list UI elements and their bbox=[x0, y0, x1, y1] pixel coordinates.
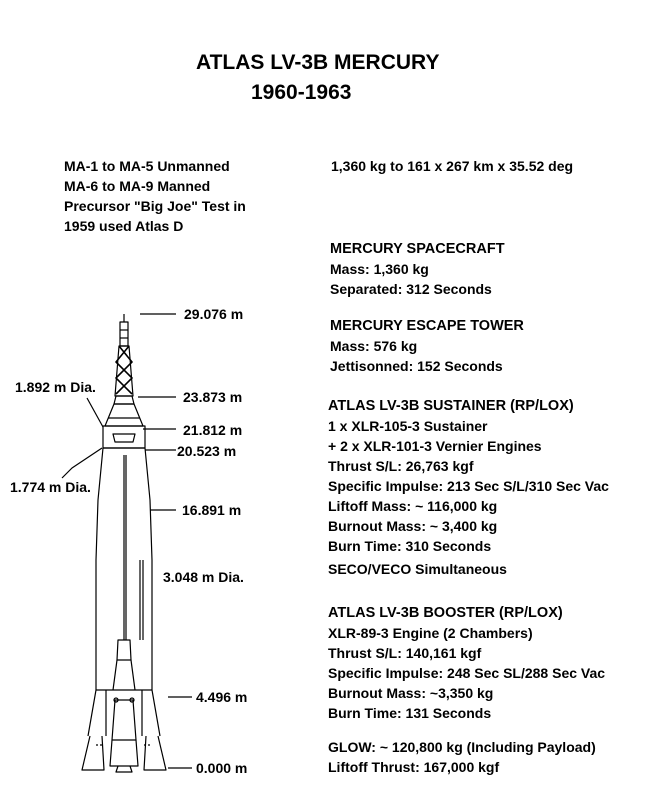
height-label-4496: 4.496 m bbox=[196, 689, 248, 705]
title-line-2: 1960-1963 bbox=[251, 81, 352, 104]
spec-line: SECO/VECO Simultaneous bbox=[328, 561, 507, 577]
spec-line: Burn Time: 131 Seconds bbox=[328, 705, 492, 721]
spec-line: XLR-89-3 Engine (2 Chambers) bbox=[328, 625, 533, 641]
title-line-1: ATLAS LV-3B MERCURY bbox=[196, 51, 440, 74]
spec-line: Burnout Mass: ~3,350 kg bbox=[328, 685, 494, 701]
height-label-23873: 23.873 m bbox=[183, 389, 243, 405]
spacecraft-heading: MERCURY SPACECRAFT bbox=[330, 241, 505, 257]
note-line: MA-6 to MA-9 Manned bbox=[64, 178, 211, 194]
height-label-16891: 16.891 m bbox=[182, 502, 242, 518]
diameter-label-1774: 1.774 m Dia. bbox=[10, 479, 91, 495]
booster-heading: ATLAS LV-3B BOOSTER (RP/LOX) bbox=[328, 605, 563, 621]
tower-rod bbox=[120, 322, 128, 346]
mercury-capsule bbox=[105, 396, 143, 426]
atlas-booster-section bbox=[82, 690, 166, 772]
spec-line: Liftoff Mass: ~ 116,000 kg bbox=[328, 498, 498, 514]
diameter-label-1892: 1.892 m Dia. bbox=[15, 379, 96, 395]
note-line: Precursor "Big Joe" Test in bbox=[64, 198, 246, 214]
spec-line: Burnout Mass: ~ 3,400 kg bbox=[328, 518, 498, 534]
spec-line: + 2 x XLR-101-3 Vernier Engines bbox=[328, 438, 542, 454]
glow-line: GLOW: ~ 120,800 kg (Including Payload) bbox=[328, 739, 596, 755]
spec-line: Thrust S/L: 140,161 kgf bbox=[328, 645, 482, 661]
note-line: 1959 used Atlas D bbox=[64, 218, 184, 234]
leader-1774-dia bbox=[62, 448, 102, 478]
height-label-21812: 21.812 m bbox=[183, 422, 243, 438]
spec-line: Jettisonned: 152 Seconds bbox=[330, 358, 503, 374]
spec-line: Specific Impulse: 213 Sec S/L/310 Sec Vac bbox=[328, 478, 609, 494]
spacecraft-adapter bbox=[103, 426, 145, 448]
height-label-20523: 20.523 m bbox=[177, 443, 237, 459]
spec-line: Separated: 312 Seconds bbox=[330, 281, 492, 297]
escape-tower-lattice bbox=[115, 346, 133, 396]
spec-line: Thrust S/L: 26,763 kgf bbox=[328, 458, 474, 474]
liftoff-thrust-line: Liftoff Thrust: 167,000 kgf bbox=[328, 759, 500, 775]
spec-line: Mass: 576 kg bbox=[330, 338, 418, 354]
diameter-label-3048: 3.048 m Dia. bbox=[163, 569, 244, 585]
spec-line: 1 x XLR-105-3 Sustainer bbox=[328, 418, 488, 434]
atlas-sustainer-tank bbox=[96, 448, 152, 690]
spec-line: Mass: 1,360 kg bbox=[330, 261, 429, 277]
spec-line: Specific Impulse: 248 Sec SL/288 Sec Vac bbox=[328, 665, 606, 681]
note-line: MA-1 to MA-5 Unmanned bbox=[64, 158, 230, 174]
height-label-29076: 29.076 m bbox=[184, 306, 244, 322]
height-label-0: 0.000 m bbox=[196, 760, 248, 776]
leader-1892-dia bbox=[87, 398, 103, 427]
escape-tower-heading: MERCURY ESCAPE TOWER bbox=[330, 318, 524, 334]
sustainer-heading: ATLAS LV-3B SUSTAINER (RP/LOX) bbox=[328, 398, 574, 414]
orbit-performance: 1,360 kg to 161 x 267 km x 35.52 deg bbox=[331, 158, 574, 174]
spec-line: Burn Time: 310 Seconds bbox=[328, 538, 492, 554]
